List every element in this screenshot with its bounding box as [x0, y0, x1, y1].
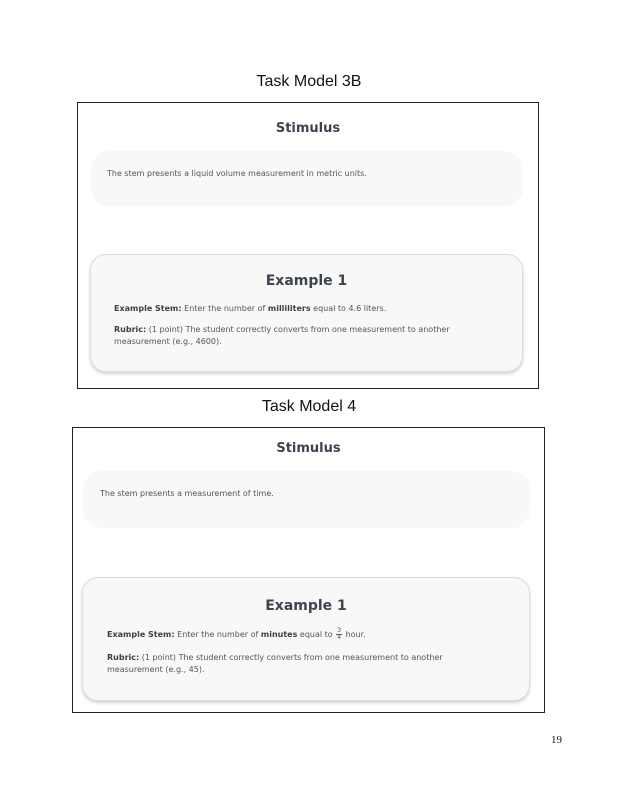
example-card [90, 254, 523, 372]
example-stem-label: Example Stem: [114, 304, 182, 313]
page-number: 19 [551, 734, 562, 746]
example-title: Example 1 [265, 598, 347, 614]
rubric-line-1 [114, 324, 450, 335]
rubric-label: Rubric: [107, 653, 140, 662]
example-stem-unit: minutes [260, 630, 298, 639]
rubric-line-2: measurement (e.g., 4600). [114, 337, 222, 346]
stimulus-title: Stimulus [275, 121, 341, 136]
rubric-line-2: measurement (e.g., 45). [107, 665, 205, 674]
example-card [82, 577, 530, 701]
fraction [336, 628, 342, 641]
example-stem-label: Example Stem: [107, 630, 175, 639]
example-stem-post: hour. [345, 630, 366, 639]
task-model-3b-heading: Task Model 3B [256, 73, 362, 90]
example-stem-mid: equal to [299, 630, 333, 639]
example-stem [114, 303, 386, 314]
task-model-4-frame [72, 427, 545, 713]
stimulus-box [83, 471, 530, 528]
example-stem-pre: Enter the number of [184, 304, 266, 313]
task-model-3b-frame [77, 102, 539, 389]
rubric-line-1 [107, 652, 443, 663]
example-stem-post: equal to 4.6 liters. [313, 304, 387, 313]
example-stem-unit: milliliters [267, 304, 311, 313]
example-title: Example 1 [265, 273, 348, 289]
rubric-label: Rubric: [114, 325, 147, 334]
fraction-numerator: 3 [337, 627, 342, 634]
example-stem [107, 628, 366, 641]
example-stem-pre: Enter the number of [177, 630, 259, 639]
stimulus-box [91, 151, 523, 206]
stimulus-text: The stem presents a measurement of time. [100, 489, 274, 498]
rubric-text-1: (1 point) The student correctly converts from one measurement to another [141, 653, 443, 662]
fraction-denominator: 4 [337, 634, 342, 641]
stimulus-title: Stimulus [276, 441, 341, 456]
stimulus-text: The stem presents a liquid volume measurement in metric units. [107, 169, 367, 178]
task-model-4-heading: Task Model 4 [261, 398, 357, 415]
rubric-text-1: (1 point) The student correctly converts from one measurement to another [148, 325, 450, 334]
